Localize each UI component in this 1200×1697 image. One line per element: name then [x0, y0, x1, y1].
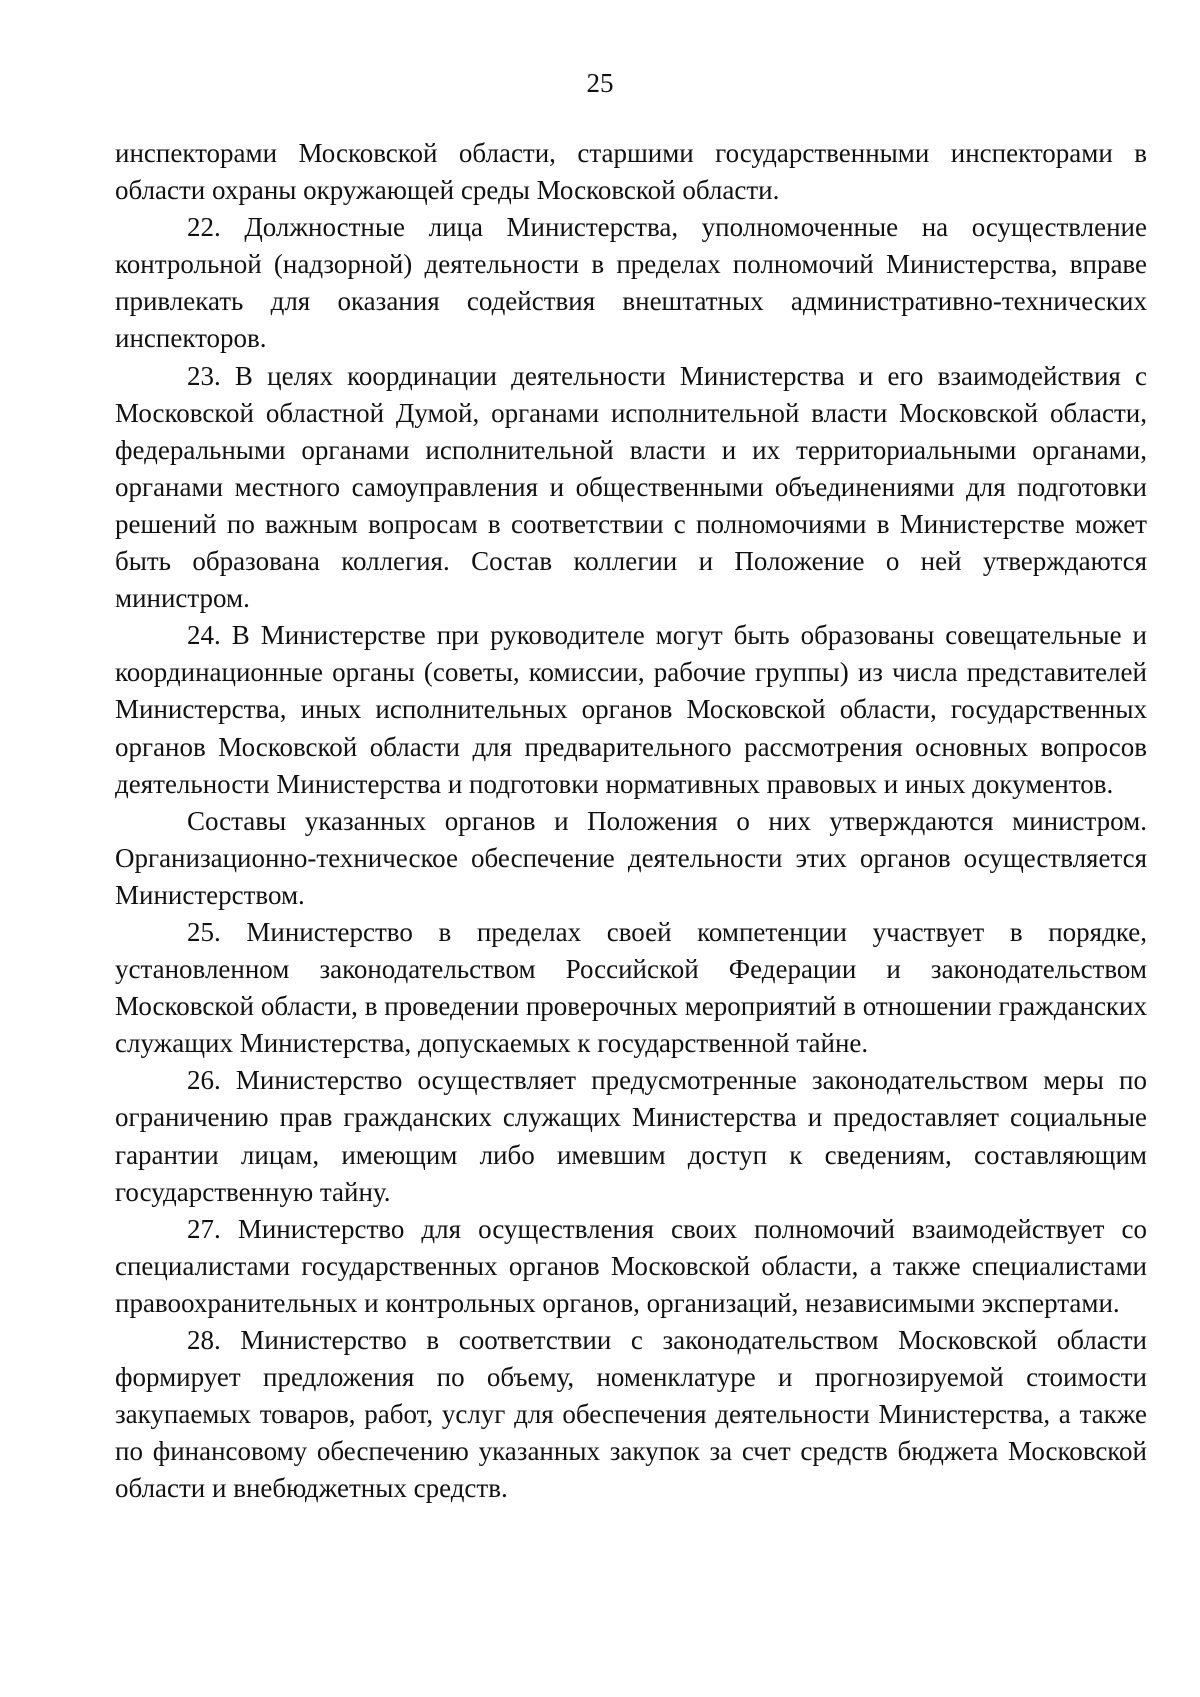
paragraph-24: 24. В Министерстве при руководителе могут быть образованы совещательные и координационные органы (советы, комиссии, рабочие группы) из числа представителей Министерства, иных исполнительных органов Московской области, государственных органов Московской области для предварительного рассмотрения основных вопросов деятельности Министерства и подготовки нормативных правовых и иных документов.: [115, 620, 1147, 799]
paragraph-23: 23. В целях координации деятельности Министерства и его взаимодействия с Московской областной Думой, органами исполнительной власти Московской области, федеральными органами исполнительной власти и их территориальными органами, органами местного самоуправления и общественными объединениями для подготовки решений по важным вопросам в соответствии с полномочиями в Министерстве может быть образована коллегия. Состав коллегии и Положение о ней утверждаются министром.: [115, 360, 1147, 614]
paragraph-28: 28. Министерство в соответствии с законодательством Московской области формирует предложения по объему, номенклатуре и прогнозируемой стоимости закупаемых товаров, работ, услуг для обеспечения деятельности Министерства, а также по финансовому обеспечению указанных закупок за счет средств бюджета Московской области и внебюджетных средств.: [115, 1325, 1147, 1504]
paragraph-22: 22. Должностные лица Министерства, уполномоченные на осуществление контрольной (надзорной) деятельности в пределах полномочий Министерства, вправе привлекать для оказания содействия внештатных административно-технических инспекторов.: [115, 212, 1147, 354]
paragraph-24-continuation: Составы указанных органов и Положения о них утверждаются министром. Организационно-техническое обеспечение деятельности этих органов осуществляется Министерством.: [115, 805, 1147, 910]
paragraph-25: 25. Министерство в пределах своей компетенции участвует в порядке, установленном законодательством Российской Федерации и законодательством Московской области, в проведении проверочных мероприятий в отношении гражданских служащих Министерства, допускаемых к государственной тайне.: [115, 916, 1147, 1059]
page-number: 25: [586, 68, 614, 98]
paragraph-27: 27. Министерство для осуществления своих полномочий взаимодействует со специалистами государственных органов Московской области, а также специалистами правоохранительных и контрольных органов, организаций, независимыми экспертами.: [115, 1213, 1147, 1318]
paragraph-26: 26. Министерство осуществляет предусмотренные законодательством меры по ограничению прав гражданских служащих Министерства и предоставляет социальные гарантии лицам, имеющим либо имевшим доступ к сведениям, составляющим государственную тайну.: [115, 1065, 1147, 1207]
paragraph-continuation: инспекторами Московской области, старшими государственными инспекторами в области охраны окружающей среды Московской области.: [115, 138, 1147, 206]
document-body: [115, 135, 1147, 1507]
